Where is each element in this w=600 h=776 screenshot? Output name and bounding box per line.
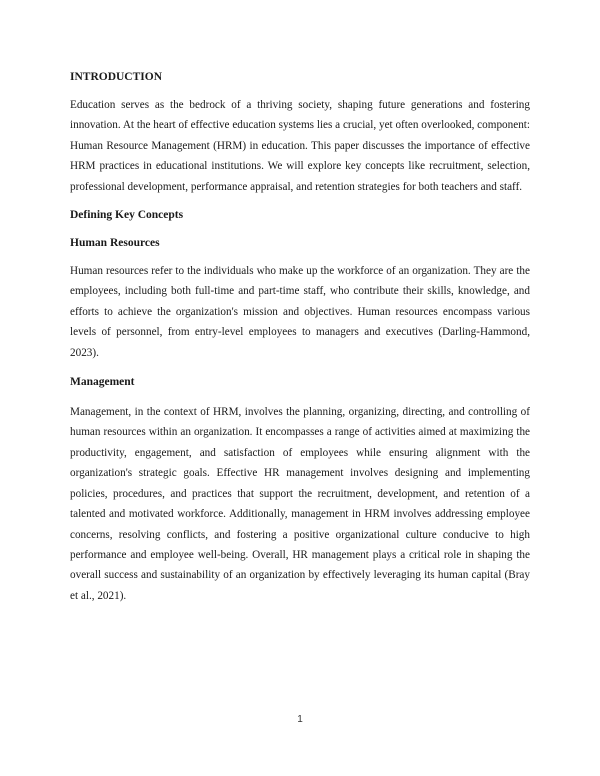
introduction-paragraph: Education serves as the bedrock of a thriving society, shaping future generations and fostering innovation. At the heart of effective education systems lies a crucial, yet often overlooked, component: Human Resource Management (HRM) in education. This paper discusses the importance of effective HRM practices in educational institutions. We will explore key concepts like recruitment, selection, professional development, performance appraisal, and retention strategies for both teachers and staff.: [70, 99, 530, 193]
human-resources-paragraph: Human resources refer to the individuals who make up the workforce of an organization. They are the employees, including both full-time and part-time staff, who contribute their skills, knowledge, and efforts to achieve the organization's mission and objectives. Human resources encompass various levels of personnel, from entry-level employees to managers and executives (Darling-Hammond, 2023).: [70, 265, 530, 359]
management-paragraph: Management, in the context of HRM, involves the planning, organizing, directing, and controlling of human resources within an organization. It encompasses a range of activities aimed at maximizing the productivity, engagement, and satisfaction of employees while ensuring alignment with the organization's strategic goals. Effective HR management involves designing and implementing policies, procedures, and practices that support the recruitment, development, and retention of a talented and motivated workforce. Additionally, management in HRM involves addressing employee concerns, resolving conflicts, and fostering a positive organizational culture conducive to high performance and employee well-being. Overall, HR management plays a critical role in shaping the overall success and sustainability of an organization by effectively leveraging its human capital (Bray et al., 2021).: [70, 406, 530, 602]
introduction-heading: INTRODUCTION: [70, 71, 163, 83]
defining-key-concepts-heading: Defining Key Concepts: [70, 209, 184, 222]
management-heading: Management: [70, 376, 135, 389]
human-resources-heading: Human Resources: [70, 237, 160, 250]
page-number: 1: [297, 714, 303, 725]
